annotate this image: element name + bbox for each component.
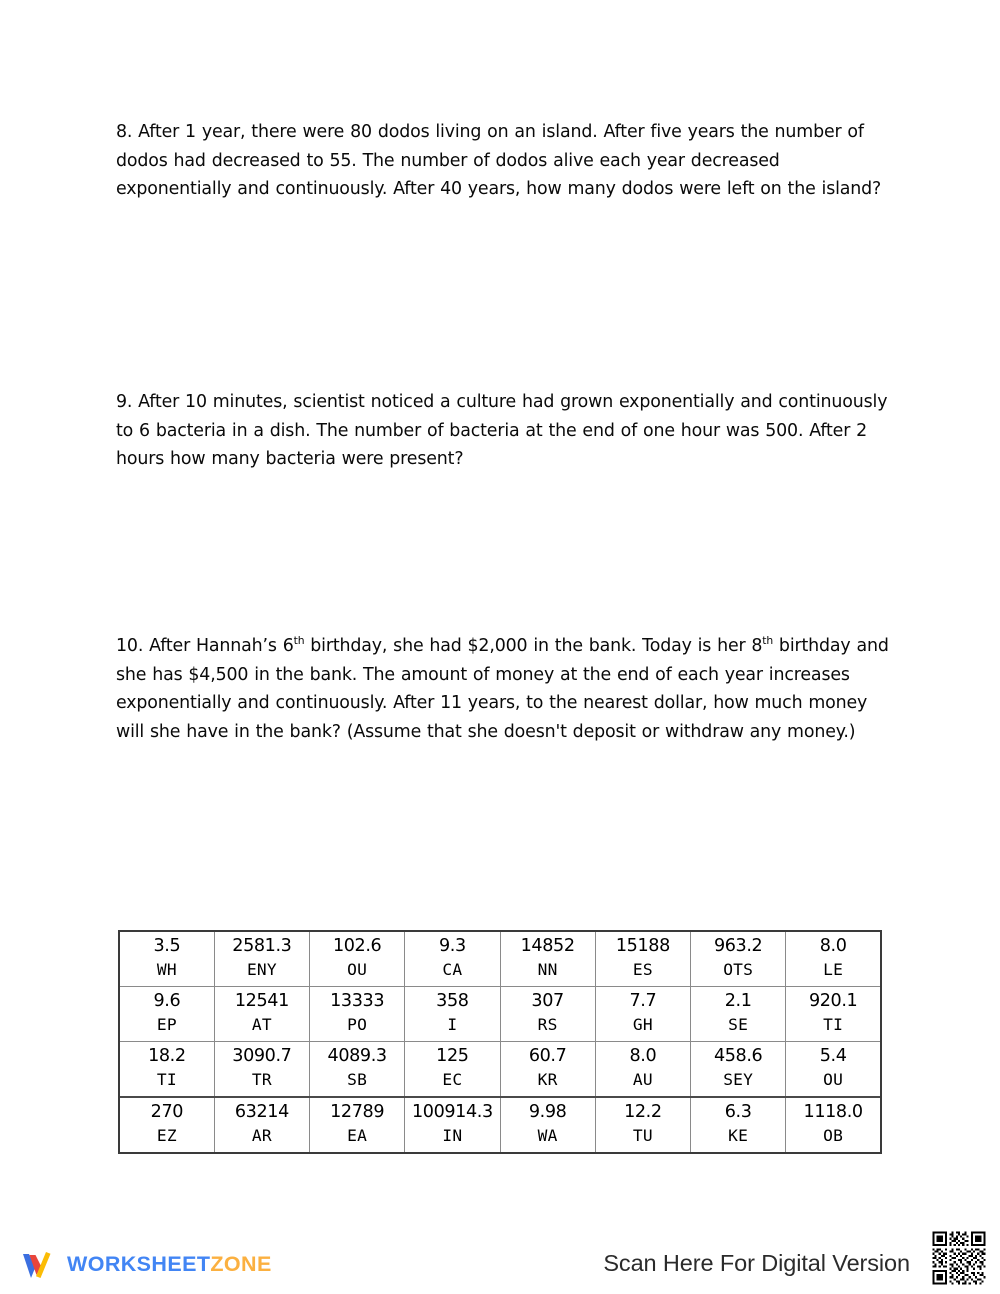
cell-code: CA	[442, 960, 463, 979]
cell-code: RS	[537, 1015, 558, 1034]
ordinal-suffix-6th: th	[293, 634, 305, 648]
cell-value: 7.7	[629, 991, 657, 1011]
table-row	[119, 931, 881, 987]
cell-value: 3090.7	[232, 1046, 292, 1066]
page-footer	[0, 1218, 1000, 1294]
brand-text-worksheet: WORKSHEET	[67, 1251, 211, 1276]
cell-code: LE	[823, 960, 844, 979]
answer-bank-table-wrapper	[118, 930, 882, 1154]
question-10	[116, 632, 890, 746]
table-cell	[595, 987, 690, 1042]
cell-code: SB	[347, 1070, 368, 1089]
table-cell	[786, 1097, 881, 1153]
cell-code: TU	[632, 1126, 653, 1145]
cell-code: KE	[728, 1126, 749, 1145]
cell-code: AU	[632, 1070, 653, 1089]
table-cell	[691, 987, 786, 1042]
cell-value: 8.0	[819, 936, 847, 956]
cell-value: 63214	[234, 1102, 289, 1122]
table-cell	[500, 1097, 595, 1153]
table-cell	[500, 987, 595, 1042]
cell-code: EZ	[156, 1126, 177, 1145]
cell-value: 125	[436, 1046, 469, 1066]
question-8	[116, 118, 890, 204]
cell-value: 6.3	[724, 1102, 752, 1122]
cell-value: 920.1	[808, 991, 858, 1011]
table-cell	[310, 1042, 405, 1098]
table-cell	[786, 1042, 881, 1098]
table-row	[119, 1042, 881, 1098]
ordinal-suffix-8th: th	[762, 634, 774, 648]
cell-value: 358	[436, 991, 469, 1011]
worksheet-zone-logo-icon	[20, 1244, 58, 1284]
table-cell	[500, 931, 595, 987]
cell-value: 13333	[330, 991, 385, 1011]
cell-code: SEY	[723, 1070, 754, 1089]
cell-value: 5.4	[819, 1046, 847, 1066]
cell-code: ENY	[246, 960, 277, 979]
cell-value: 307	[531, 991, 564, 1011]
cell-value: 18.2	[148, 1046, 186, 1066]
cell-value: 60.7	[528, 1046, 567, 1066]
table-cell	[405, 987, 500, 1042]
cell-code: OTS	[723, 960, 754, 979]
cell-code: NN	[537, 960, 558, 979]
cell-value: 12.2	[624, 1102, 662, 1122]
cell-code: AR	[251, 1126, 272, 1145]
question-9-text: 9. After 10 minutes, scientist noticed a culture had grown exponentially and continuously to 6 bacteria in a dish. The number of bacteria at the end of one hour was 500. After 2 hours how many bacteria were present?	[116, 392, 888, 470]
cell-value: 1118.0	[803, 1102, 863, 1122]
cell-value: 14852	[520, 936, 575, 956]
cell-code: TI	[156, 1070, 177, 1089]
table-cell	[595, 931, 690, 987]
answer-bank-table	[118, 930, 882, 1154]
cell-code: IN	[442, 1126, 463, 1145]
table-cell	[691, 931, 786, 987]
table-cell	[214, 1097, 309, 1153]
cell-code: ES	[632, 960, 653, 979]
table-cell	[786, 931, 881, 987]
cell-value: 9.3	[438, 936, 466, 956]
table-cell	[119, 987, 214, 1042]
table-cell	[310, 1097, 405, 1153]
table-cell	[405, 1042, 500, 1098]
question-10-text-part-3: birthday and she has $4,500 in the bank. The amount of money at the end of each year increases exponentially and continuously. After 11 years, to the nearest dollar, how much money will she have in the bank? (Assume that she doesn't deposit or withdraw any money.)	[116, 636, 889, 742]
cell-value: 458.6	[713, 1046, 763, 1066]
question-10-text-part-1: 10. After Hannah’s 6	[116, 636, 294, 656]
cell-code: OB	[823, 1126, 844, 1145]
cell-code: GH	[632, 1015, 653, 1034]
cell-code: EA	[347, 1126, 368, 1145]
table-row	[119, 987, 881, 1042]
cell-code: AT	[251, 1015, 272, 1034]
table-cell	[691, 1042, 786, 1098]
table-cell	[310, 931, 405, 987]
cell-value: 963.2	[713, 936, 763, 956]
cell-code: TR	[251, 1070, 272, 1089]
cell-code: TI	[823, 1015, 844, 1034]
question-10-text-part-2: birthday, she had $2,000 in the bank. Today is her 8	[304, 636, 763, 656]
cell-value: 3.5	[153, 936, 181, 956]
cell-code: I	[447, 1015, 458, 1034]
table-cell	[119, 931, 214, 987]
cell-code: EP	[156, 1015, 177, 1034]
table-cell	[214, 1042, 309, 1098]
table-cell	[786, 987, 881, 1042]
cell-value: 12541	[234, 991, 289, 1011]
table-cell	[405, 931, 500, 987]
cell-value: 2581.3	[232, 936, 292, 956]
cell-value: 100914.3	[412, 1102, 493, 1122]
cell-code: SE	[728, 1015, 749, 1034]
cell-code: EC	[442, 1070, 463, 1089]
question-8-text: 8. After 1 year, there were 80 dodos living on an island. After five years the number of dodos had decreased to 55. The number of dodos alive each year decreased exponentially and continuously. After 40 years, how many dodos were left on the island?	[116, 122, 882, 200]
table-cell	[691, 1097, 786, 1153]
table-cell	[119, 1097, 214, 1153]
cell-value: 9.98	[528, 1102, 567, 1122]
table-cell	[595, 1042, 690, 1098]
cell-code: PO	[347, 1015, 368, 1034]
brand-text-zone: ZONE	[210, 1251, 272, 1276]
brand-text	[67, 1252, 272, 1277]
worksheet-zone-brand[interactable]	[20, 1244, 272, 1284]
qr-code-graphic	[928, 1227, 990, 1289]
cell-value: 270	[150, 1102, 184, 1122]
cell-code: WA	[537, 1126, 558, 1145]
table-cell	[310, 987, 405, 1042]
cell-code: OU	[823, 1070, 844, 1089]
scan-here-label: Scan Here For Digital Version	[603, 1250, 910, 1276]
cell-value: 8.0	[629, 1046, 657, 1066]
cell-value: 9.6	[153, 991, 181, 1011]
cell-value: 4089.3	[327, 1046, 387, 1066]
qr-code-icon[interactable]	[928, 1227, 990, 1289]
cell-value: 2.1	[724, 991, 752, 1011]
table-cell	[500, 1042, 595, 1098]
table-cell	[214, 987, 309, 1042]
table-cell	[405, 1097, 500, 1153]
cell-value: 102.6	[332, 936, 382, 956]
table-cell	[595, 1097, 690, 1153]
cell-code: KR	[537, 1070, 558, 1089]
cell-code: WH	[156, 960, 177, 979]
table-cell	[214, 931, 309, 987]
cell-code: OU	[347, 960, 368, 979]
table-cell	[119, 1042, 214, 1098]
table-row	[119, 1097, 881, 1153]
cell-value: 12789	[330, 1102, 385, 1122]
question-9	[116, 388, 890, 474]
answer-bank-table-body	[119, 931, 881, 1153]
cell-value: 15188	[615, 936, 670, 956]
